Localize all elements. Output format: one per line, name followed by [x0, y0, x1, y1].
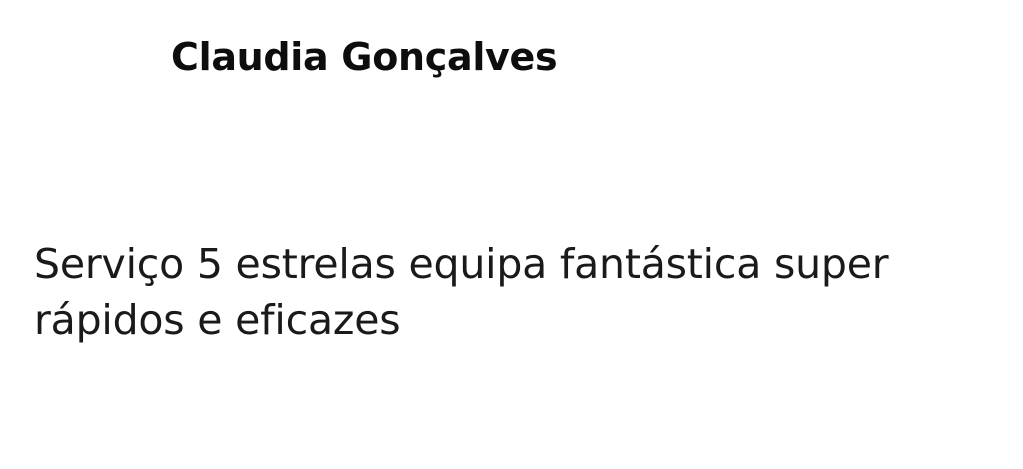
review-text: Serviço 5 estrelas equipa fantástica super rápidos e eficazes	[34, 240, 889, 344]
reviewer-name: Claudia Gonçalves	[171, 35, 558, 79]
